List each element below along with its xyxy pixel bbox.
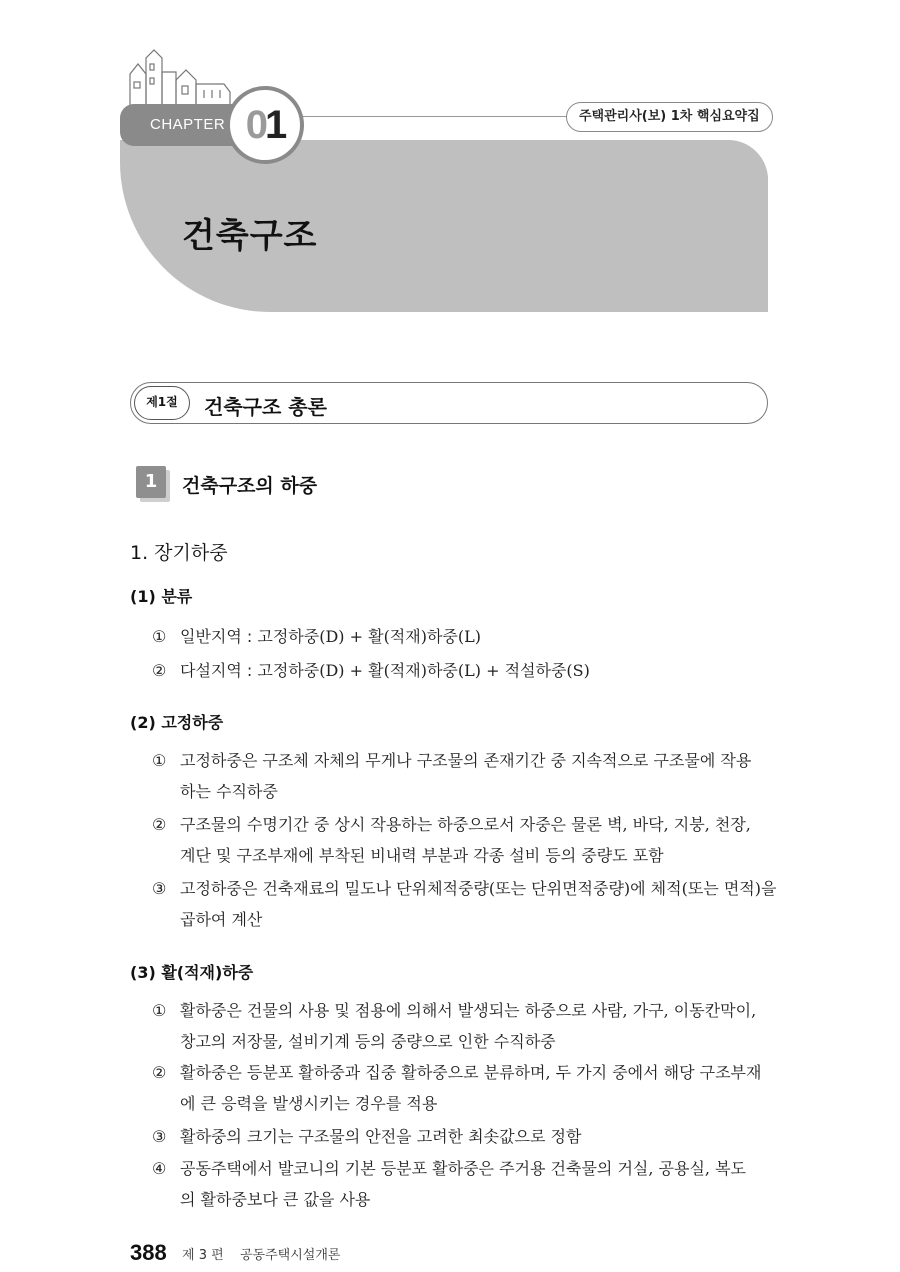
item-marker: ② (152, 661, 167, 680)
list-item (152, 748, 782, 802)
item-text: 구조물의 수명기간 중 상시 작용하는 하중으로서 자중은 물론 벽, 바닥, 지붕, 천장, (180, 815, 751, 834)
item-marker: ② (152, 815, 167, 834)
list-item (152, 624, 782, 647)
subsection-number: 1 (136, 466, 166, 498)
item-lead: 일반지역 : (180, 627, 253, 646)
item-text-continued: 계단 및 구조부재에 부착된 비내력 부분과 각종 설비 등의 중량도 포함 (180, 846, 664, 865)
item-text-continued: 하는 수직하중 (180, 782, 278, 801)
item-text: 활하중은 등분포 활하중과 집중 활하중으로 분류하며, 두 가지 중에서 해당 구조부재 (180, 1063, 762, 1082)
item-marker: ① (152, 627, 167, 646)
footer-part: 제 3 편 (182, 1248, 224, 1263)
item-text: 고정하중은 건축재료의 밀도나 단위체적중량(또는 단위면적중량)에 체적(또는 면적)을 (180, 879, 777, 898)
group-heading: (3) 활(적재)하중 (130, 963, 254, 982)
subsection-title: 건축구조의 하중 (182, 475, 318, 497)
chapter-number-suffix: 1 (265, 102, 285, 147)
section-title: 건축구조 총론 (204, 395, 327, 419)
group-heading: (1) 분류 (130, 587, 193, 606)
header-rule (300, 116, 568, 117)
item-text-continued: 의 활하중보다 큰 값을 사용 (180, 1190, 371, 1209)
item-lead: 다설지역 : (180, 661, 253, 680)
item-marker: ① (152, 751, 167, 770)
item-text: 활하중의 크기는 구조물의 안전을 고려한 최솟값으로 정함 (180, 1127, 582, 1146)
item-text: 고정하중(D) + 활(적재)하중(L) + 적설하중(S) (252, 661, 590, 680)
chapter-number-badge (226, 86, 304, 164)
item-text-continued: 에 큰 응력을 발생시키는 경우를 적용 (180, 1094, 438, 1113)
page-number: 388 (130, 1240, 167, 1265)
item-marker: ① (152, 1001, 167, 1020)
chapter-label: CHAPTER (150, 116, 226, 133)
footer-subject: 공동주택시설개론 (240, 1248, 341, 1263)
list-item (152, 658, 782, 681)
section-badge: 제1절 (134, 386, 190, 420)
item-marker: ② (152, 1063, 167, 1082)
item-marker: ④ (152, 1159, 167, 1178)
list-item (152, 1156, 782, 1210)
list-item (152, 876, 782, 930)
group-heading: (2) 고정하중 (130, 713, 224, 732)
chapter-number (246, 103, 285, 148)
topic-heading: 1. 장기하중 (130, 542, 228, 564)
item-text: 고정하중은 구조체 자체의 무게나 구조물의 존재기간 중 지속적으로 구조물에 작용 (180, 751, 752, 770)
item-text-continued: 곱하여 계산 (180, 910, 263, 929)
item-text: 고정하중(D) + 활(적재)하중(L) (252, 627, 481, 646)
item-marker: ③ (152, 1127, 167, 1146)
list-item (152, 1124, 782, 1147)
item-text-continued: 창고의 저장물, 설비기계 등의 중량으로 인한 수직하중 (180, 1032, 556, 1051)
chapter-band-top (300, 140, 768, 180)
chapter-number-prefix: 0 (245, 102, 265, 147)
houses-illustration (124, 46, 236, 108)
chapter-title: 건축구조 (182, 216, 318, 256)
list-item (152, 998, 782, 1052)
item-text: 공동주택에서 발코니의 기본 등분포 활하중은 주거용 건축물의 거실, 공용실, 복도 (180, 1159, 746, 1178)
list-item (152, 812, 782, 866)
list-item (152, 1060, 782, 1114)
item-marker: ③ (152, 879, 167, 898)
item-text: 활하중은 건물의 사용 및 점용에 의해서 발생되는 하중으로 사람, 가구, 이동칸막이, (180, 1001, 757, 1020)
book-title: 주택관리사(보) 1차 핵심요약집 (566, 102, 773, 132)
